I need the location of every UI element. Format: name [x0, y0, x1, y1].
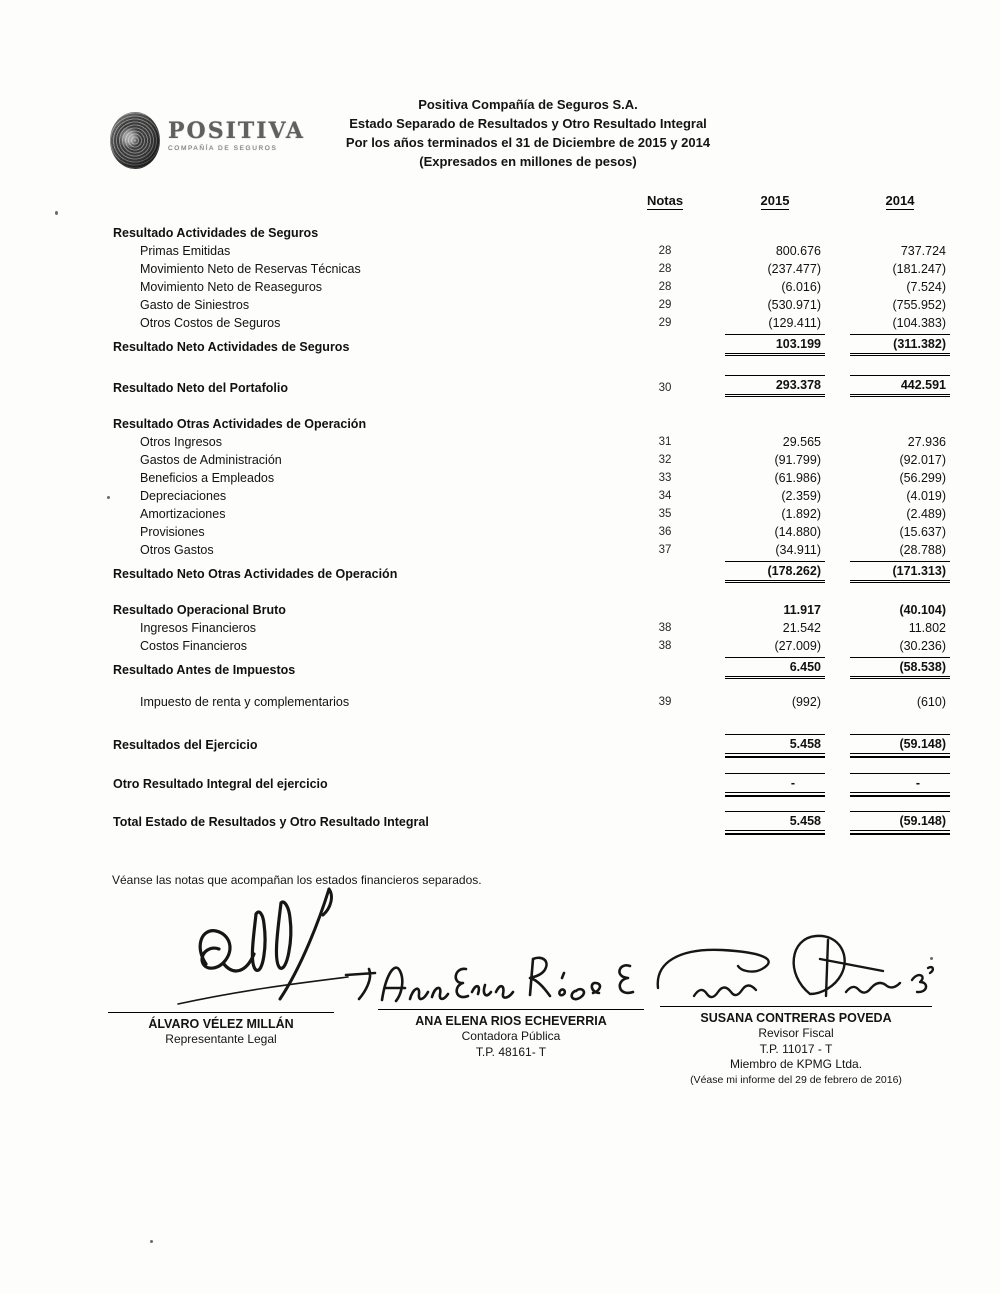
- signatory-title: Revisor Fiscal: [758, 1026, 834, 1040]
- income-statement-table: [113, 192, 950, 831]
- row-value-2015: 800.676: [775, 244, 821, 258]
- table-row: [113, 733, 950, 754]
- row-value-2015: (1.892): [781, 507, 821, 521]
- table-row: [113, 469, 950, 487]
- signatory-name: SUSANA CONTRERAS POVEDA: [660, 1006, 932, 1026]
- scan-speck: [150, 1240, 153, 1243]
- row-label: Beneficios a Empleados: [140, 471, 275, 485]
- row-note: 29: [658, 317, 672, 329]
- signatory-title: Representante Legal: [165, 1032, 277, 1046]
- table-row: [113, 541, 950, 559]
- signatory-name: ANA ELENA RIOS ECHEVERRIA: [378, 1009, 644, 1029]
- table-row: [113, 314, 950, 332]
- row-value-2014: (59.148): [850, 734, 950, 754]
- row-value-2014: -: [850, 773, 950, 793]
- table-row: [113, 657, 950, 679]
- table-row: [113, 224, 950, 242]
- signatory-title: T.P. 11017 - T: [759, 1041, 833, 1056]
- row-note: 32: [658, 454, 672, 466]
- table-row: [113, 334, 950, 356]
- table-row: [113, 433, 950, 451]
- row-value-2014: (58.538): [850, 657, 950, 679]
- row-label: Resultado Neto Otras Actividades de Operación: [113, 567, 398, 581]
- row-value-2015: (14.880): [774, 525, 821, 539]
- row-value-2015: 21.542: [782, 621, 821, 635]
- row-label: Impuesto de renta y complementarios: [140, 695, 350, 709]
- row-label: Resultado Neto del Portafolio: [113, 381, 289, 395]
- scan-speck: [930, 957, 933, 960]
- row-value-2015: 11.917: [783, 603, 821, 617]
- signatory-title: T.P. 48161- T: [475, 1044, 547, 1059]
- row-spacer: [113, 679, 950, 693]
- row-label: Resultado Neto Actividades de Seguros: [113, 340, 350, 354]
- statement-period: Por los años terminados el 31 de Diciembre de 2015 y 2014: [345, 135, 711, 150]
- row-value-2014: (7.524): [906, 280, 946, 294]
- signature-scribble-1: [150, 886, 400, 1016]
- row-value-2014: 11.802: [908, 621, 946, 635]
- row-label: Resultados del Ejercicio: [113, 738, 258, 752]
- row-value-2014: 442.591: [850, 375, 950, 397]
- table-header-row: [113, 192, 950, 210]
- row-value-2014: 27.936: [907, 435, 946, 449]
- column-header-notas: Notas: [646, 193, 684, 208]
- row-value-2015: 29.565: [782, 435, 821, 449]
- row-label: Otros Ingresos: [140, 435, 222, 449]
- row-note: 28: [658, 245, 672, 257]
- row-label: Resultado Actividades de Seguros: [113, 226, 319, 240]
- table-row: [113, 693, 950, 711]
- row-label: Depreciaciones: [140, 489, 227, 503]
- row-value-2015: 6.450: [725, 657, 825, 679]
- column-header-2015: 2015: [760, 193, 790, 208]
- table-row: [113, 637, 950, 655]
- row-value-2014: (171.313): [850, 561, 950, 583]
- table-row: [113, 487, 950, 505]
- logo-subtitle: COMPAÑÍA DE SEGUROS: [168, 145, 278, 152]
- row-value-2014: (755.952): [892, 298, 946, 312]
- logo-wordmark: POSITIVA: [168, 118, 305, 144]
- row-spacer: [113, 356, 950, 373]
- row-value-2014: (104.383): [892, 316, 946, 330]
- table-row: [113, 242, 950, 260]
- row-label: Primas Emitidas: [140, 244, 231, 258]
- table-row: [113, 296, 950, 314]
- row-note: 30: [658, 382, 672, 394]
- signature-scribble-3: [650, 928, 950, 1012]
- row-value-2014: (56.299): [899, 471, 946, 485]
- row-spacer: [113, 397, 950, 415]
- table-row: [113, 260, 950, 278]
- row-note: 38: [658, 640, 672, 652]
- row-label: Ingresos Financieros: [140, 621, 257, 635]
- table-row: [113, 619, 950, 637]
- row-value-2015: (992): [791, 695, 821, 709]
- row-value-2015: (178.262): [725, 561, 825, 583]
- row-value-2014: (4.019): [906, 489, 946, 503]
- row-value-2015: (34.911): [775, 543, 821, 557]
- row-label: Otro Resultado Integral del ejercicio: [113, 777, 328, 791]
- row-label: Resultado Operacional Bruto: [113, 603, 286, 617]
- row-value-2014: (92.017): [899, 453, 946, 467]
- table-row: [113, 561, 950, 583]
- scan-speck: [107, 496, 110, 499]
- table-row: [113, 415, 950, 433]
- row-label: Amortizaciones: [140, 507, 226, 521]
- row-label: Gasto de Siniestros: [140, 298, 250, 312]
- row-label: Otros Costos de Seguros: [140, 316, 281, 330]
- row-value-2015: 5.458: [725, 734, 825, 754]
- table-row: [113, 505, 950, 523]
- signatory-title: Contadora Pública: [461, 1029, 561, 1043]
- table-row: [113, 451, 950, 469]
- row-value-2014: 737.724: [900, 244, 946, 258]
- row-label: Otros Gastos: [140, 543, 214, 557]
- table-row: [113, 810, 950, 831]
- row-note: 39: [658, 696, 672, 708]
- row-note: 34: [658, 490, 672, 502]
- table-row: [113, 278, 950, 296]
- row-value-2015: 5.458: [725, 811, 825, 831]
- row-value-2015: (27.009): [774, 639, 821, 653]
- row-label: Resultado Antes de Impuestos: [113, 663, 296, 677]
- row-note: 29: [658, 299, 672, 311]
- row-label: Total Estado de Resultados y Otro Resultado Integral: [113, 815, 429, 829]
- table-row: [113, 523, 950, 541]
- row-note: 35: [658, 508, 672, 520]
- row-value-2015: (2.359): [781, 489, 821, 503]
- table-row: [113, 772, 950, 793]
- scan-speck: [55, 211, 58, 215]
- statement-title: Estado Separado de Resultados y Otro Resultado Integral: [349, 116, 707, 131]
- row-label: Movimiento Neto de Reaseguros: [140, 280, 323, 294]
- signatory-block: [660, 1006, 932, 1087]
- row-value-2014: (59.148): [850, 811, 950, 831]
- row-value-2015: -: [725, 773, 825, 793]
- row-value-2014: (28.788): [899, 543, 946, 557]
- row-note: 33: [658, 472, 672, 484]
- row-label: Gastos de Administración: [140, 453, 282, 467]
- row-note: 36: [658, 526, 672, 538]
- row-value-2015: (129.411): [768, 316, 821, 330]
- company-name: Positiva Compañía de Seguros S.A.: [418, 97, 638, 112]
- column-header-2014: 2014: [885, 193, 915, 208]
- row-value-2014: (181.247): [892, 262, 946, 276]
- row-label: Resultado Otras Actividades de Operación: [113, 417, 367, 431]
- table-row: [113, 601, 950, 619]
- row-value-2014: (2.489): [906, 507, 946, 521]
- row-value-2015: (530.971): [767, 298, 821, 312]
- table-row: [113, 375, 950, 397]
- row-value-2014: (30.236): [899, 639, 946, 653]
- row-spacer: [113, 583, 950, 601]
- row-value-2014: (610): [916, 695, 946, 709]
- row-value-2014: (15.637): [899, 525, 946, 539]
- signatory-block: [108, 1012, 334, 1048]
- row-note: 38: [658, 622, 672, 634]
- row-spacer: [113, 711, 950, 731]
- row-note: 31: [658, 436, 672, 448]
- row-value-2015: (91.799): [774, 453, 821, 467]
- currency-note: (Expresados en millones de pesos): [419, 154, 637, 169]
- row-label: Costos Financieros: [140, 639, 247, 653]
- row-value-2014: (311.382): [850, 334, 950, 356]
- row-note: 28: [658, 281, 672, 293]
- row-value-2014: (40.104): [899, 603, 946, 617]
- financial-statement-footnote: Véanse las notas que acompañan los estados financieros separados.: [112, 873, 482, 887]
- signature-scribble-2: [372, 950, 649, 1010]
- signatory-title: (Véase mi informe del 29 de febrero de 2016): [690, 1073, 902, 1086]
- signatory-block: [378, 1009, 644, 1060]
- signatory-name: ÁLVARO VÉLEZ MILLÁN: [108, 1012, 334, 1032]
- signatory-title: Miembro de KPMG Ltda.: [729, 1057, 863, 1071]
- document-header: [56, 95, 1000, 171]
- row-value-2015: (61.986): [774, 471, 821, 485]
- row-label: Provisiones: [140, 525, 205, 539]
- row-value-2015: 293.378: [725, 375, 825, 397]
- row-note: 37: [658, 544, 672, 556]
- row-note: 28: [658, 263, 672, 275]
- row-value-2015: 103.199: [725, 334, 825, 356]
- row-label: Movimiento Neto de Reservas Técnicas: [140, 262, 361, 276]
- row-value-2015: (6.016): [781, 280, 821, 294]
- row-value-2015: (237.477): [767, 262, 821, 276]
